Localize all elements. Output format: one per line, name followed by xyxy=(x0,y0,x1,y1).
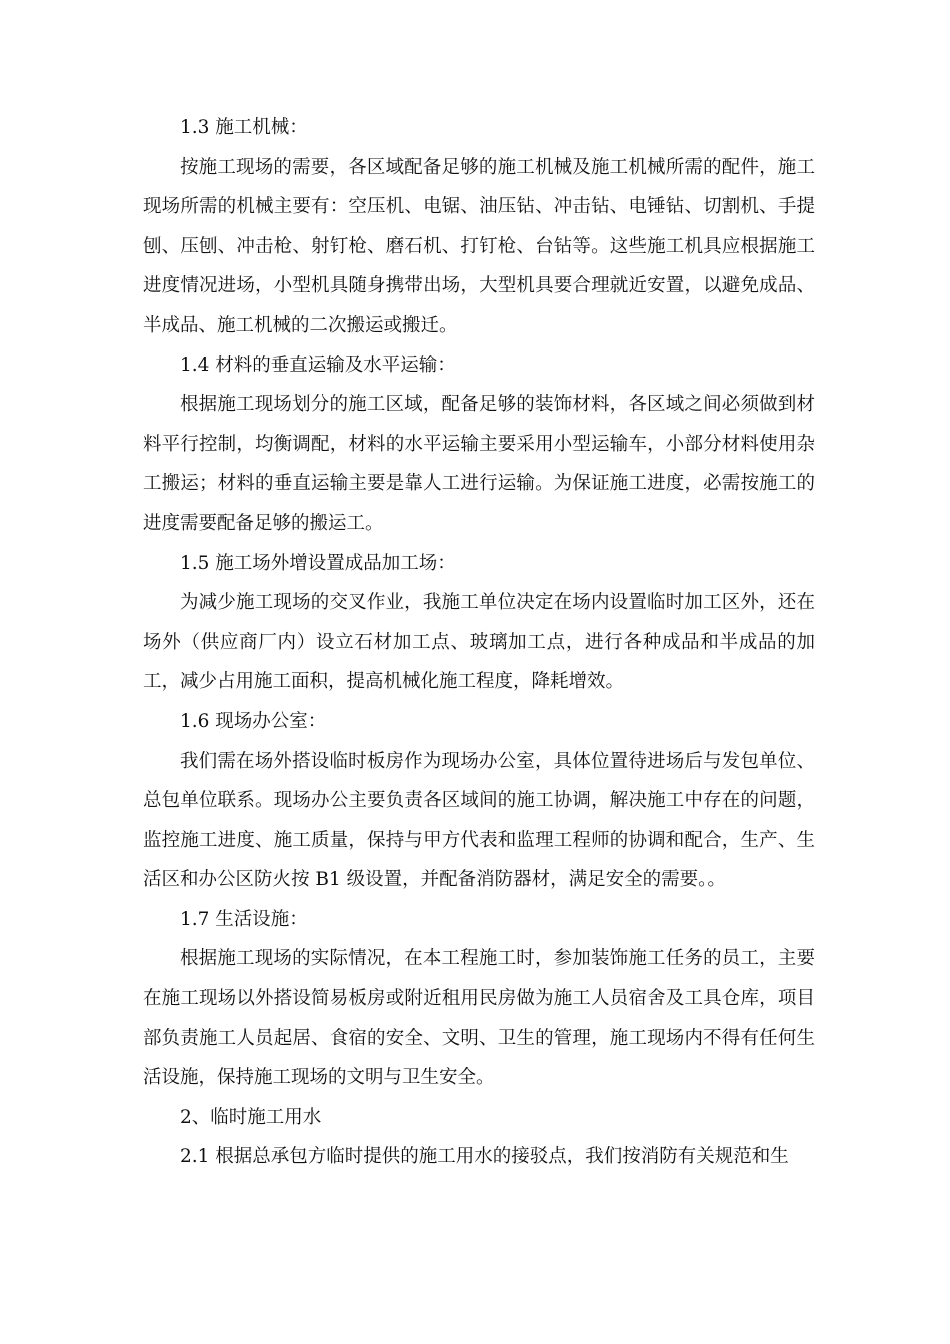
document-body xyxy=(143,108,815,1177)
paragraph-material-transport: 根据施工现场划分的施工区域，配备足够的装饰材料，各区域之间必须做到材料平行控制，均衡调配，材料的水平运输主要采用小型运输车，小部分材料使用杂工搬运；材料的垂直运输主要是靠人工进行运输。为保证施工进度，必需按施工的进度需要配备足够的搬运工。 xyxy=(143,394,815,534)
section-heading-1-6: 1.6 现场办公室： xyxy=(180,710,327,732)
paragraph-living-facilities: 根据施工现场的实际情况，在本工程施工时，参加装饰施工任务的员工，主要在施工现场以外搭设简易板房或附近租用民房做为施工人员宿舍及工具仓库，项目部负责施工人员起居、食宿的安全、文明、卫生的管理，施工现场内不得有任何生活设施，保持施工现场的文明与卫生安全。 xyxy=(143,948,815,1089)
section-heading-2: 2、临时施工用水 xyxy=(180,1106,322,1128)
section-heading-1-7: 1.7 生活设施： xyxy=(180,908,308,930)
paragraph-site-office: 我们需在场外搭设临时板房作为现场办公室，具体位置待进场后与发包单位、总包单位联系。现场办公主要负责各区域间的施工协调，解决施工中存在的问题，监控施工进度、施工质量，保持与甲方代表和监理工程师的协调和配合，生产、生活区和办公区防火按 B1 级设置，并配备消防器材，满足安全的需要。。 xyxy=(143,750,815,891)
paragraph-construction-machinery: 按施工现场的需要，各区域配备足够的施工机械及施工机械所需的配件，施工现场所需的机械主要有：空压机、电锯、油压钻、冲击钻、电锤钻、切割机、手提刨、压刨、冲击枪、射钉枪、磨石机、打钉枪、台钻等。这些施工机具应根据施工进度情况进场，小型机具随身携带出场，大型机具要合理就近安置，以避免成品、半成品、施工机械的二次搬运或搬迁。 xyxy=(143,156,815,336)
paragraph-offsite-processing: 为减少施工现场的交叉作业，我施工单位决定在场内设置临时加工区外，还在场外（供应商厂内）设立石材加工点、玻璃加工点，进行各种成品和半成品的加工，减少占用施工面积，提高机械化施工程度，降耗增效。 xyxy=(143,592,815,693)
section-heading-1-5: 1.5 施工场外增设置成品加工场： xyxy=(180,552,456,574)
paragraph-temporary-water: 2.1 根据总承包方临时提供的施工用水的接驳点，我们按消防有关规范和生 xyxy=(180,1146,789,1168)
section-heading-1-4: 1.4 材料的垂直运输及水平运输： xyxy=(180,354,456,376)
section-heading-1-3: 1.3 施工机械： xyxy=(180,117,308,138)
